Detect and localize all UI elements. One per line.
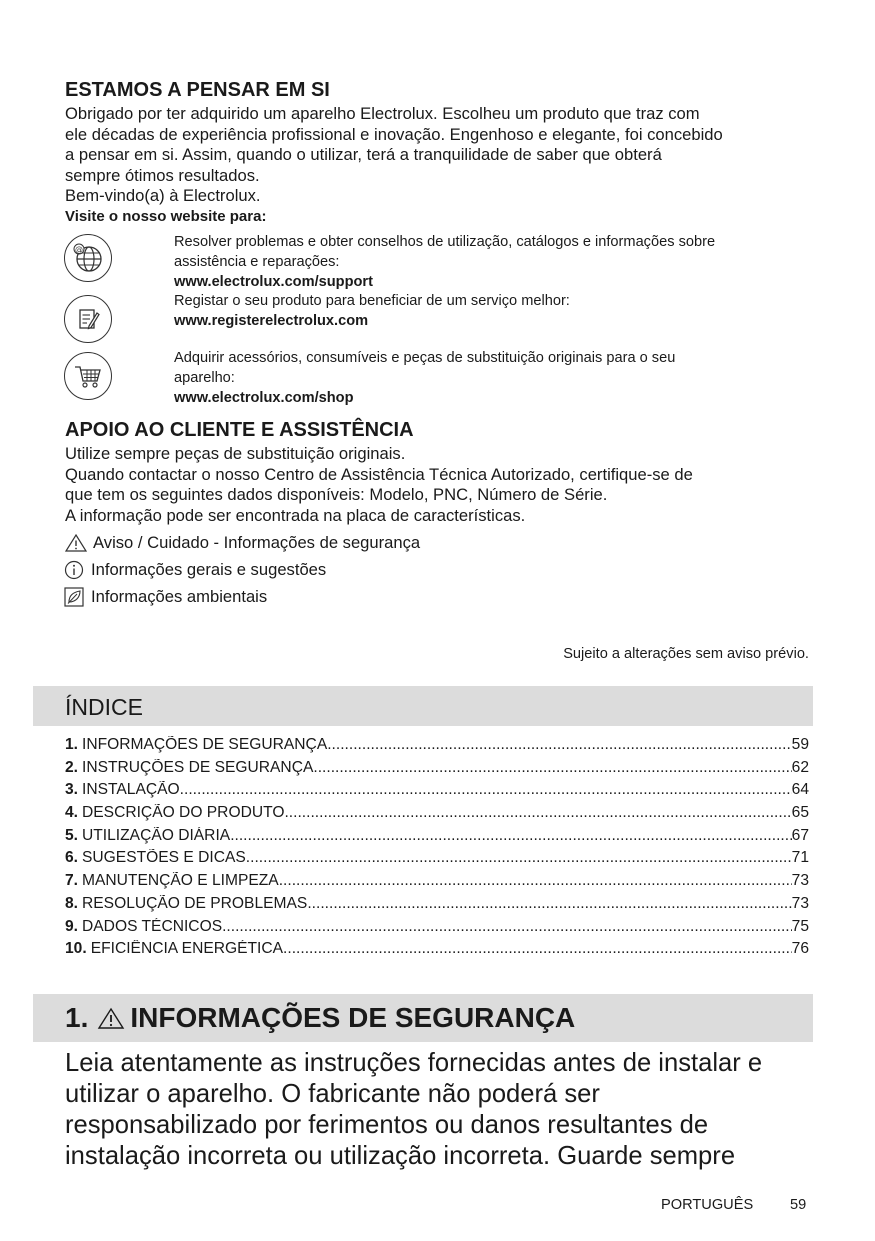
toc-title: INFORMAÇÕES DE SEGURANÇA — [82, 736, 328, 753]
link-line: assistência e reparações: — [174, 254, 340, 270]
toc-leader — [246, 849, 792, 867]
toc-page: 76 — [791, 940, 809, 958]
toc-item[interactable] — [65, 804, 809, 827]
section1-number: 1. — [65, 1002, 89, 1033]
link-register-text — [174, 291, 570, 331]
footer-language: PORTUGUÊS — [661, 1197, 754, 1213]
leaf-icon — [64, 587, 86, 607]
change-notice: Sujeito a alterações sem aviso prévio. — [563, 646, 809, 662]
toc-leader — [222, 918, 792, 936]
toc-leader — [327, 736, 791, 754]
toc-number: 5. — [65, 826, 79, 844]
toc-title: INSTALAÇÃO — [82, 781, 180, 799]
table-of-contents — [65, 736, 809, 963]
toc-title: SUGESTÕES E DICAS — [82, 849, 246, 867]
legend-environment — [64, 587, 267, 607]
intro-line: utilizar o aparelho. O fabricante não poderá ser — [65, 1080, 600, 1108]
section1-title — [65, 1002, 575, 1034]
toc-title: MANUTENÇÃO E LIMPEZA — [82, 872, 279, 890]
welcome-line: Bem-vindo(a) à Electrolux. — [65, 186, 261, 206]
toc-page: 64 — [791, 781, 809, 799]
toc-leader — [284, 804, 791, 822]
toc-title: EFICIÊNCIA ENERGÉTICA — [90, 940, 284, 958]
toc-leader — [279, 872, 792, 890]
support-line: Quando contactar o nosso Centro de Assistência Técnica Autorizado, certifique-se de — [65, 464, 693, 484]
warning-icon — [64, 533, 88, 553]
support-line: que tem os seguintes dados disponíveis: Modelo, PNC, Número de Série. — [65, 485, 608, 505]
support-text — [65, 444, 693, 526]
toc-leader — [313, 759, 791, 777]
toc-page: 75 — [791, 917, 809, 935]
toc-leader — [230, 827, 791, 845]
toc-title: UTILIZAÇÃO DIÁRIA — [82, 826, 231, 844]
support-line: A informação pode ser encontrada na placa de características. — [65, 505, 526, 525]
register-icon — [64, 295, 112, 343]
welcome-line: a pensar em si. Assim, quando o utilizar, terá a tranquilidade de saber que obterá — [65, 145, 662, 165]
toc-heading: ÍNDICE — [65, 694, 143, 720]
footer-page-number: 59 — [790, 1197, 807, 1213]
toc-number: 8. — [65, 894, 79, 912]
legend-text: Informações gerais e sugestões — [91, 560, 327, 579]
toc-title: INSTRUÇÕES DE SEGURANÇA — [82, 758, 314, 776]
toc-item[interactable] — [65, 895, 809, 918]
support-heading: APOIO AO CLIENTE E ASSISTÊNCIA — [65, 419, 414, 441]
toc-number: 9. — [65, 917, 79, 935]
toc-item[interactable] — [65, 918, 809, 941]
toc-number: 7. — [65, 872, 79, 890]
cart-icon — [64, 352, 112, 400]
toc-item[interactable] — [65, 781, 809, 804]
toc-number: 4. — [65, 804, 79, 822]
toc-page: 73 — [791, 872, 809, 890]
toc-page: 73 — [791, 894, 809, 912]
toc-title: DADOS TÉCNICOS — [82, 917, 223, 935]
legend-info — [64, 560, 326, 580]
welcome-line: ele décadas de experiência profissional e inovação. Engenhoso e elegante, foi concebido — [65, 124, 723, 144]
link-line: Adquirir acessórios, consumíveis e peças de substituição originais para o seu — [174, 350, 676, 366]
section1-intro — [65, 1048, 762, 1172]
welcome-line: Obrigado por ter adquirido um aparelho Electrolux. Escolheu um produto que traz com — [65, 104, 700, 123]
link-support-text — [174, 232, 715, 292]
toc-number: 1. — [65, 736, 79, 753]
link-line: Resolver problemas e obter conselhos de utilização, catálogos e informações sobre — [174, 234, 716, 250]
welcome-text — [65, 104, 723, 207]
toc-page: 59 — [791, 736, 809, 753]
register-url[interactable]: www.registerelectrolux.com — [174, 313, 369, 329]
toc-item[interactable] — [65, 736, 809, 759]
toc-number: 2. — [65, 758, 79, 776]
toc-page: 71 — [791, 849, 809, 867]
link-line: Registar o seu produto para beneficiar de um serviço melhor: — [174, 293, 570, 309]
section1-header-band — [33, 994, 813, 1042]
legend-text: Aviso / Cuidado - Informações de segurança — [93, 533, 421, 552]
intro-line: instalação incorreta ou utilização incorreta. Guarde sempre — [65, 1142, 736, 1170]
shop-url[interactable]: www.electrolux.com/shop — [174, 390, 354, 406]
svg-text:@: @ — [75, 245, 83, 254]
welcome-heading: ESTAMOS A PENSAR EM SI — [65, 79, 330, 101]
toc-title: DESCRIÇÃO DO PRODUTO — [82, 804, 285, 822]
visit-label: Visite o nosso website para: — [65, 208, 267, 225]
toc-leader — [307, 895, 791, 913]
toc-leader — [283, 940, 792, 958]
toc-page: 62 — [791, 758, 809, 776]
legend-warning — [64, 533, 420, 553]
link-shop-text — [174, 348, 675, 408]
link-row-shop — [64, 352, 112, 400]
intro-line: responsabilizado por ferimentos ou danos resultantes de — [65, 1111, 709, 1139]
link-row-register — [64, 295, 112, 343]
support-url[interactable]: www.electrolux.com/support — [174, 274, 373, 290]
toc-item[interactable] — [65, 849, 809, 872]
toc-item[interactable] — [65, 940, 809, 963]
intro-line: Leia atentamente as instruções fornecidas antes de instalar e — [65, 1049, 763, 1077]
toc-leader — [180, 781, 792, 799]
link-row-support — [64, 234, 112, 282]
info-icon — [64, 560, 86, 580]
toc-number: 3. — [65, 781, 79, 799]
toc-item[interactable] — [65, 827, 809, 850]
link-line: aparelho: — [174, 370, 235, 386]
toc-item[interactable] — [65, 759, 809, 782]
toc-number: 10. — [65, 940, 87, 958]
toc-item[interactable] — [65, 872, 809, 895]
warning-icon — [96, 1005, 126, 1031]
toc-title: RESOLUÇÃO DE PROBLEMAS — [82, 894, 308, 912]
legend-text: Informações ambientais — [91, 587, 268, 606]
section1-heading: INFORMAÇÕES DE SEGURANÇA — [130, 1002, 576, 1033]
toc-header-band — [33, 686, 813, 726]
toc-number: 6. — [65, 849, 79, 867]
globe-icon — [64, 234, 112, 282]
toc-page: 65 — [791, 804, 809, 822]
welcome-line: sempre ótimos resultados. — [65, 165, 260, 185]
support-line: Utilize sempre peças de substituição originais. — [65, 444, 406, 463]
toc-page: 67 — [791, 826, 809, 844]
